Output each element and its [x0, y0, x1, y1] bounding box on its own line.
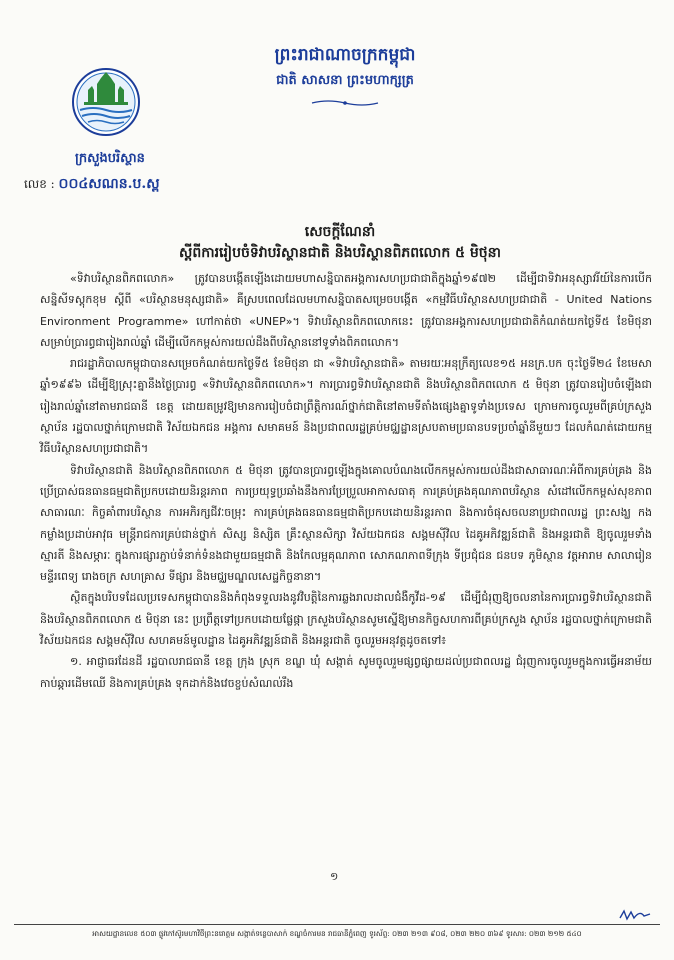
kingdom-title: ព្រះរាជាណាចក្រកម្ពុជា — [274, 45, 416, 65]
body-paragraph: «ទិវាបរិស្ថានពិភពលោក» ត្រូវបានបង្កើតឡើងដោយមហាសន្និបាតអង្គការសហប្រជាជាតិក្នុងឆ្នាំ១៩៧២ ដើម្បីជាទិវាអនុស្សាវរីយ៍នៃការបើកសន្និសីទស្តុកខុម ស្តីពី «បរិស្ថានមនុស្សជាតិ» គឺស្របពេលដែលមហាសន្និបាតសម្រេចបង្កើត «កម្មវិធីបរិស្ថានសហប្រជាជាតិ - United Nations Environment Programme» ហៅកាត់ថា «UNEP»។ ទិវាបរិស្ថានពិភពលោកនេះ ត្រូវបានអង្គការសហប្រជាជាតិកំណត់យកថ្ងៃទី៥ ខែមិថុនា សម្រាប់ប្រារព្ធជារៀងរាល់ឆ្នាំ ដើម្បីលើកកម្ពស់ការយល់ដឹងពីបរិស្ថាននៅទូទាំងពិភពលោក។ — [40, 272, 652, 349]
body-paragraph: ស្ថិតក្នុងបរិបទដែលប្រទេសកម្ពុជាបាននិងកំពុងទទួលរងនូវវិបត្តិនៃការឆ្លងរាលដាលជំងឺកូវីដ-១៩ ដើម្បីជំរុញឱ្យចលនានៃការប្រារព្ធទិវាបរិស្ថានជាតិ និងបរិស្ថានពិភពលោក ៥ មិថុនា នេះ ប្រព្រឹត្តទៅប្រកបដោយផ្លែផ្កា ក្រសួងបរិស្ថានសូមស្នើឱ្យមានកិច្ចសហការពីគ្រប់ក្រសួង ស្ថាប័ន រដ្ឋបាលថ្នាក់ក្រោមជាតិ វិស័យឯកជន សង្គមស៊ីវិល សហគមន៍មូលដ្ឋាន ដៃគូអភិវឌ្ឍន៍ជាតិ និងអន្តរជាតិ ចូលរួមអនុវត្តដូចតទៅ៖ — [40, 591, 652, 648]
document-title: សេចក្តីណែនាំ — [304, 224, 376, 240]
footer-address: អាសយដ្ឋានលេខ ៥០៣ ផ្លូវកៅស៊ូរមហាវិថីព្រះនរោត្តម សង្កាត់ទន្លេបាសាក់ ខណ្ឌចំការមន រាជធានីភ្នំពេញ ទូរស័ព្ទ: ០២៣ ២១៣ ៩០៨, ០២៣ ២២០ ៣៦៩ ទូរសារ: ០២៣ ២១២ ៥៤០ — [92, 929, 582, 938]
body-paragraph: ទិវាបរិស្ថានជាតិ និងបរិស្ថានពិភពលោក ៥ មិថុនា ត្រូវបានប្រារព្ធឡើងក្នុងគោលបំណងលើកកម្ពស់ការយល់ដឹងជាសាធារណៈអំពីការគ្រប់គ្រង និងប្រើប្រាស់ធនធានធម្មជាតិប្រកបដោយនិរន្តរភាព ការប្រយុទ្ធប្រឆាំងនឹងការប្រែប្រួលអាកាសធាតុ ការគ្រប់គ្រងគុណភាពបរិស្ថាន សំដៅលើកកម្ពស់សុខភាពសាធារណៈ កិច្ចគាំពារបរិស្ថាន ការអភិរក្សជីវៈចម្រុះ ការគ្រប់គ្រងធនធានធម្មជាតិប្រកបដោយនិរន្តរភាព និងការចំផុសចលនាប្រជាពលរដ្ឋ ព្រះសង្ឃ កងកម្លាំងប្រដាប់អាវុធ មន្ត្រីរាជការគ្រប់ជាន់ថ្នាក់ សិស្ស និស្សិត គ្រឹះស្ថានសិក្សា វិស័យឯកជន សង្គមស៊ីវិល ដៃគូអភិវឌ្ឍន៍ជាតិ និងអន្តរជាតិ ឱ្យចូលរួមទាំងស្មារតី និងសម្ភារៈ ក្នុងការផ្សារភ្ជាប់ទំនាក់ទំនងជាមួយធម្មជាតិ និងកែលម្អគុណភាព សោភណភាពទីក្រុង ទីប្រជុំជន ជនបទ ភូមិស្ថាន វត្តអារាម សាលារៀន មន្ទីរពេទ្យ រោងចក្រ សហគ្រាស ទីផ្សារ និងមជ្ឈមណ្ឌលសេដ្ឋកិច្ចនានា។ — [40, 463, 652, 584]
body-list-item: ១. អាជ្ញាធរដែនដី រដ្ឋបាលរាជធានី ខេត្ត ក្រុង ស្រុក ខណ្ឌ ឃុំ សង្កាត់ សូមចូលរួមផ្សព្វផ្សាយដល់ប្រជាពលរដ្ឋ ជំរុញការចូលរួមក្នុងការធ្វើអនាម័យ កាប់ឆ្ការដើមឈើ និងការគ្រប់គ្រង ទុកដាក់និងវេចខ្ចប់សំណល់រឹង — [40, 655, 652, 690]
header-ornament-icon — [310, 99, 380, 107]
page-number: ១ — [330, 870, 339, 883]
ministry-logo-icon — [70, 64, 142, 144]
national-motto: ជាតិ សាសនា ព្រះមហាក្សត្រ — [276, 73, 414, 88]
document-body — [40, 268, 652, 694]
document-subtitle: ស្តីពីការរៀបចំទិវាបរិស្ថានជាតិ និងបរិស្ថានពិភពលោក ៥ មិថុនា — [179, 245, 501, 261]
footer-divider — [14, 924, 660, 925]
reference-number — [24, 174, 160, 195]
document-title-block — [60, 222, 620, 264]
kingdom-header — [160, 44, 530, 111]
reference-prefix: លេខ : — [24, 177, 55, 191]
body-paragraph: រាជរដ្ឋាភិបាលកម្ពុជាបានសម្រេចកំណត់យកថ្ងៃទី៥ ខែមិថុនា ជា «ទិវាបរិស្ថានជាតិ» តាមរយៈអនុក្រឹត្យលេខ១៥ អនក្រ.បក ចុះថ្ងៃទី២៤ ខែមេសា ឆ្នាំ១៩៩៦ ដើម្បីឱ្យស្រុះគ្នានឹងថ្ងៃប្រារព្ធ «ទិវាបរិស្ថានពិភពលោក»។ ការប្រារព្ធទិវាបរិស្ថានជាតិ និងបរិស្ថានពិភពលោក ៥ មិថុនា ត្រូវបានរៀបចំឡើងជារៀងរាល់ឆ្នាំនៅតាមរាជធានី ខេត្ត ដោយតម្រូវឱ្យមានការរៀបចំជាព្រឹត្តិការណ៍ថ្នាក់ជាតិនៅតាមទីតាំងផ្សេងគ្នាទូទាំងប្រទេស ក្រោមការចូលរួមពីគ្រប់ក្រសួង ស្ថាប័ន រដ្ឋបាលថ្នាក់ក្រោមជាតិ វិស័យឯកជន អង្គការ សមាគមន៍ និងប្រជាពលរដ្ឋគ្រប់មជ្ឈដ្ឋានស្របតាមប្រធានបទប្រចាំឆ្នាំនីមួយៗ ដែលកំណត់ដោយកម្មវិធីបរិស្ថានសហប្រជាជាតិ។ — [40, 357, 652, 456]
signature-initials-icon — [618, 908, 652, 922]
reference-suffix: សណន.ប.ស្ព — [88, 176, 160, 192]
ministry-name: ក្រសួងបរិស្ថាន — [75, 151, 145, 166]
reference-value: ០០៤ — [58, 176, 89, 192]
